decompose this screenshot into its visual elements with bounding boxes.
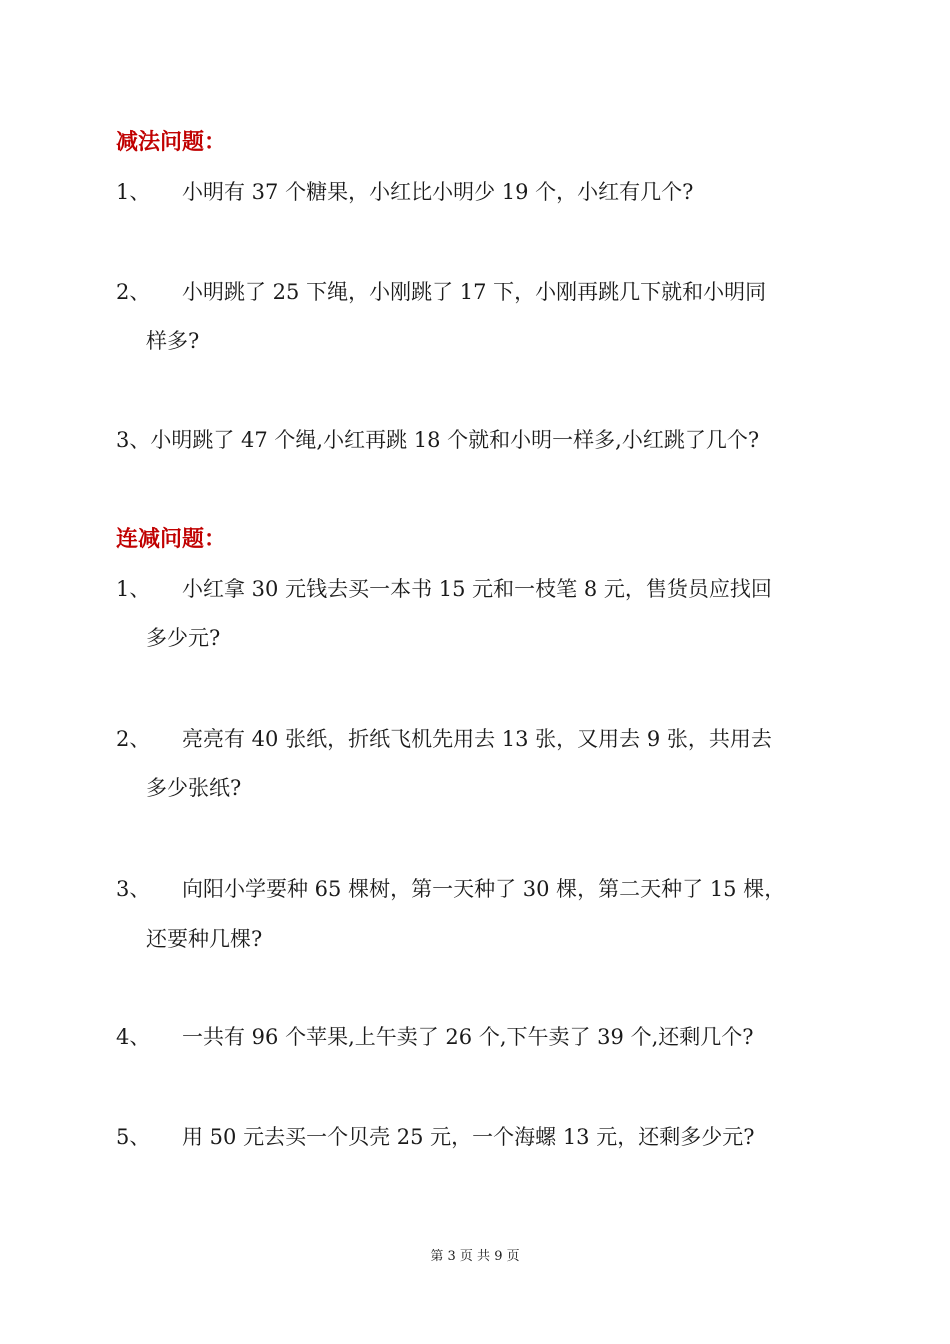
question-text: 向阳小学要种 65 棵树，第一天种了 30 棵，第二天种了 15 棵， bbox=[182, 877, 786, 901]
question-text-continued: 还要种几棵? bbox=[146, 927, 263, 951]
section-heading-subtraction: 减法问题： bbox=[116, 129, 227, 155]
question-number: 3、 bbox=[116, 877, 151, 901]
question-number: 2、 bbox=[116, 727, 151, 751]
question-text: 用 50 元去买一个贝壳 25 元，一个海螺 13 元，还剩多少元? bbox=[182, 1125, 755, 1149]
question-text-continued: 样多? bbox=[146, 329, 200, 353]
section-heading-consecutive-subtraction: 连减问题： bbox=[116, 526, 227, 552]
question-text-continued: 多少张纸? bbox=[146, 776, 242, 800]
question-number: 4、 bbox=[116, 1025, 151, 1049]
question-text: 小明跳了 25 下绳，小刚跳了 17 下，小刚再跳几下就和小明同 bbox=[182, 280, 767, 304]
question-number: 5、 bbox=[116, 1125, 151, 1149]
question-text: 一共有 96 个苹果,上午卖了 26 个,下午卖了 39 个,还剩几个? bbox=[182, 1025, 754, 1049]
question-text-continued: 多少元? bbox=[146, 626, 221, 650]
question-text: 3、小明跳了 47 个绳,小红再跳 18 个就和小明一样多,小红跳了几个? bbox=[116, 428, 760, 452]
question-text: 亮亮有 40 张纸，折纸飞机先用去 13 张，又用去 9 张，共用去 bbox=[182, 727, 772, 751]
page-number-footer: 第 3 页 共 9 页 bbox=[430, 1249, 520, 1264]
question-number: 1、 bbox=[116, 577, 151, 601]
question-number: 2、 bbox=[116, 280, 151, 304]
question-text: 小明有 37 个糖果，小红比小明少 19 个，小红有几个? bbox=[182, 180, 694, 204]
question-number: 1、 bbox=[116, 180, 151, 204]
question-text: 小红拿 30 元钱去买一本书 15 元和一枝笔 8 元，售货员应找回 bbox=[182, 577, 772, 601]
